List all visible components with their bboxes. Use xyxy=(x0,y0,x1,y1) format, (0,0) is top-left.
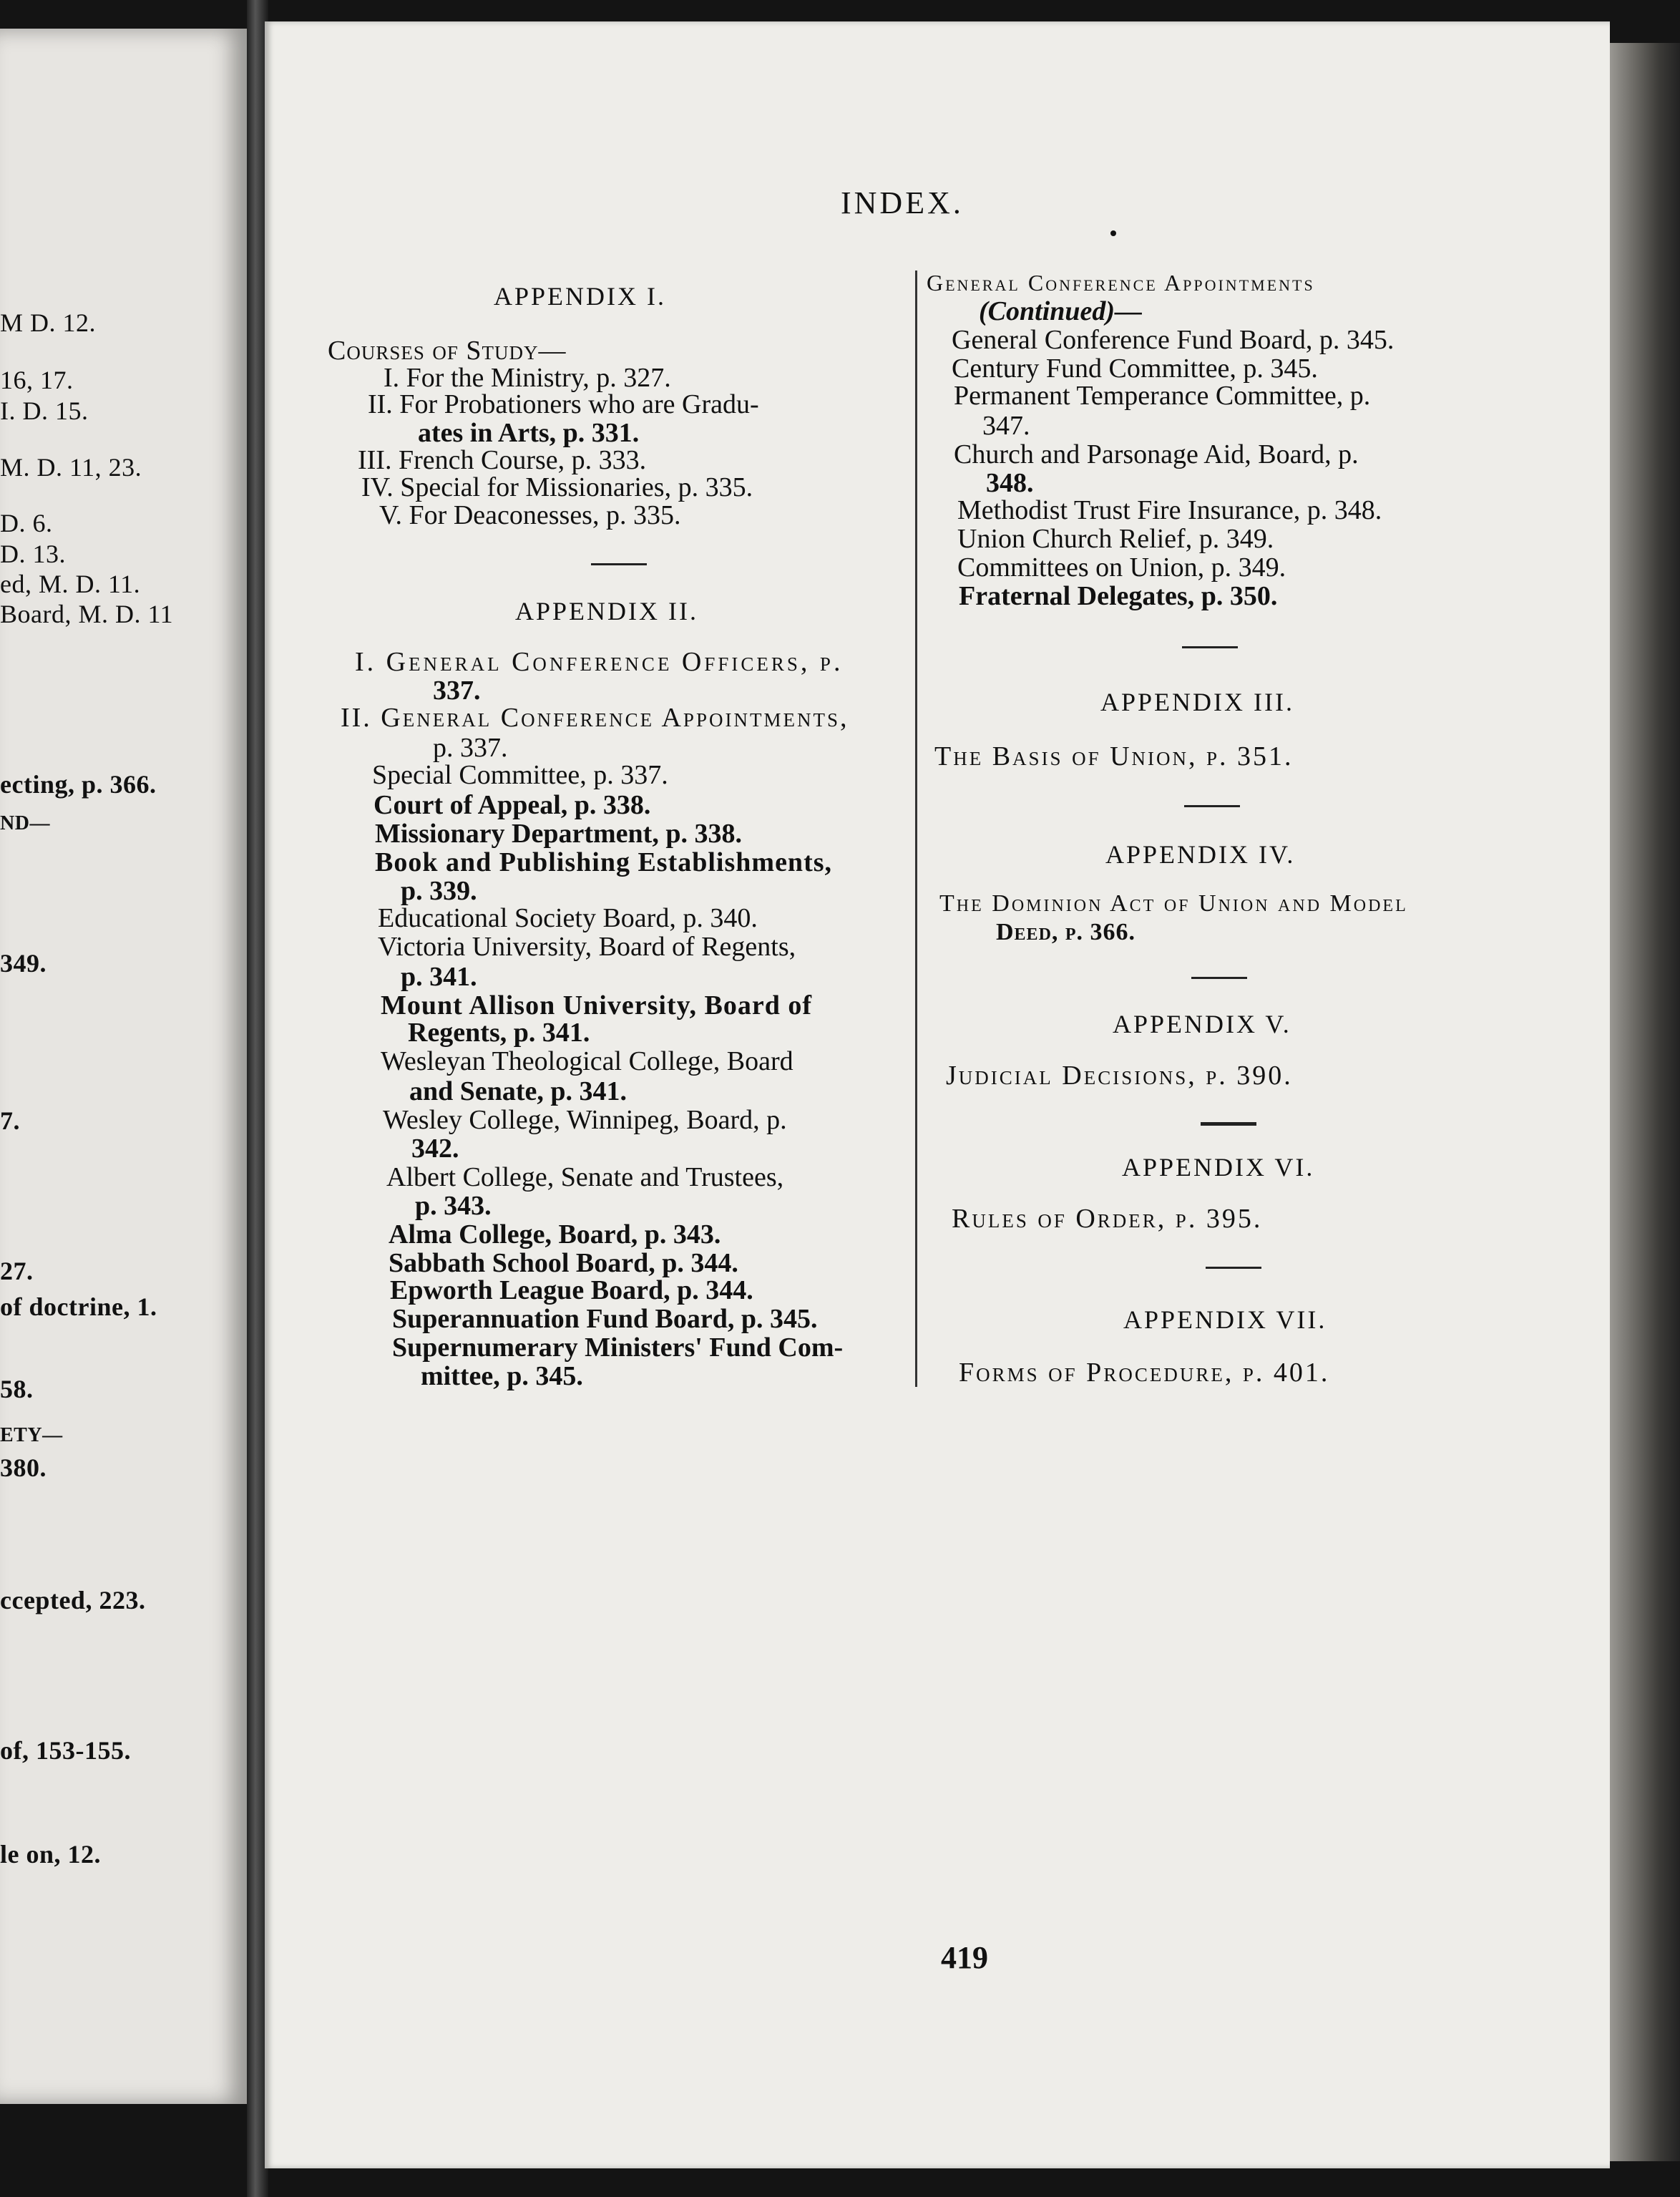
index-entry: 342. xyxy=(411,1134,459,1164)
index-entry: Court of Appeal, p. 338. xyxy=(373,790,651,820)
appendix-heading: APPENDIX II. xyxy=(515,597,698,625)
facing-page-fragment: 7. xyxy=(0,1106,20,1135)
index-entry: Educational Society Board, p. 340. xyxy=(378,903,758,933)
appendix-heading: APPENDIX III. xyxy=(1100,688,1294,716)
facing-page-fragment: ETY— xyxy=(0,1424,63,1446)
index-entry: The Basis of Union, p. 351. xyxy=(934,741,1294,771)
facing-page-fragment: 27. xyxy=(0,1257,34,1285)
index-entry: IV. Special for Missionaries, p. 335. xyxy=(361,472,753,502)
index-entry: p. 339. xyxy=(401,876,477,906)
index-entry: II. For Probationers who are Gradu- xyxy=(368,389,759,419)
index-entry: Rules of Order, p. 395. xyxy=(952,1204,1263,1234)
column-divider xyxy=(915,271,917,1387)
facing-page-fragment: of doctrine, 1. xyxy=(0,1292,157,1321)
facing-page-fragment: of, 153-155. xyxy=(0,1736,131,1765)
index-entry: Century Fund Committee, p. 345. xyxy=(952,354,1318,384)
index-entry: 347. xyxy=(982,411,1030,441)
index-entry: Fraternal Delegates, p. 350. xyxy=(959,581,1278,611)
index-entry: Methodist Trust Fire Insurance, p. 348. xyxy=(957,495,1382,525)
index-entry: Permanent Temperance Committee, p. xyxy=(954,381,1371,411)
index-entry: Mount Allison University, Board of xyxy=(381,990,812,1020)
index-entry: 348. xyxy=(986,468,1034,498)
appendix-heading: APPENDIX V. xyxy=(1113,1010,1291,1038)
facing-page-fragment: 380. xyxy=(0,1453,47,1482)
index-entry: Judicial Decisions, p. 390. xyxy=(946,1061,1293,1091)
index-entry: The Dominion Act of Union and Model xyxy=(939,890,1408,917)
index-entry: Epworth League Board, p. 344. xyxy=(390,1275,753,1305)
index-entry: ates in Arts, p. 331. xyxy=(418,418,640,448)
index-entry: Superannuation Fund Board, p. 345. xyxy=(392,1304,818,1334)
page-edge-shadow xyxy=(1610,43,1680,2161)
page-number: 419 xyxy=(941,1940,988,1975)
facing-page-fragment: 349. xyxy=(0,949,47,978)
ink-speck xyxy=(1110,230,1116,236)
index-entry: V. For Deaconesses, p. 335. xyxy=(379,500,681,530)
facing-page-fragment: I. D. 15. xyxy=(0,396,89,425)
index-entry: p. 341. xyxy=(401,962,477,992)
index-entry: III. French Course, p. 333. xyxy=(358,445,647,475)
facing-page-fragment: M D. 12. xyxy=(0,308,97,337)
facing-page-fragment: Board, M. D. 11 xyxy=(0,600,174,628)
index-entry: Sabbath School Board, p. 344. xyxy=(389,1248,738,1278)
facing-page-fragment: ecting, p. 366. xyxy=(0,770,157,799)
facing-page-fragment: ccepted, 223. xyxy=(0,1586,146,1614)
index-entry: p. 337. xyxy=(433,733,508,763)
facing-page-fragment: D. 6. xyxy=(0,509,53,537)
section-rule xyxy=(591,563,647,565)
facing-page-fragment: ed, M. D. 11. xyxy=(0,570,141,598)
index-entry: and Senate, p. 341. xyxy=(409,1076,627,1106)
index-entry: Victoria University, Board of Regents, xyxy=(378,932,796,962)
index-entry: Supernumerary Ministers' Fund Com- xyxy=(392,1333,844,1363)
facing-page-fragment: M. D. 11, 23. xyxy=(0,453,142,482)
index-entry: Forms of Procedure, p. 401. xyxy=(959,1358,1330,1388)
section-rule xyxy=(1206,1267,1261,1269)
continued-note: (Continued)— xyxy=(979,296,1143,326)
section-rule xyxy=(1184,805,1240,807)
index-entry: Wesleyan Theological College, Board xyxy=(381,1046,793,1076)
section-heading: Courses of Study— xyxy=(328,336,567,366)
facing-page-fragment: 16, 17. xyxy=(0,366,74,394)
facing-page-fragment: 58. xyxy=(0,1375,34,1403)
index-entry: Missionary Department, p. 338. xyxy=(375,819,742,849)
appendix-heading: APPENDIX VII. xyxy=(1123,1305,1327,1334)
index-entry: Special Committee, p. 337. xyxy=(372,760,668,790)
section-rule xyxy=(1191,977,1247,979)
index-entry: Church and Parsonage Aid, Board, p. xyxy=(954,439,1359,469)
index-entry: Union Church Relief, p. 349. xyxy=(957,524,1274,554)
facing-page-fragment: le on, 12. xyxy=(0,1840,102,1869)
index-entry: General Conference Fund Board, p. 345. xyxy=(952,325,1395,355)
facing-page-left xyxy=(0,29,247,2104)
section-rule xyxy=(1201,1122,1256,1126)
facing-page-fragment: ND— xyxy=(0,812,50,834)
facing-page-fragment: D. 13. xyxy=(0,540,66,568)
section-rule xyxy=(1182,646,1238,648)
index-entry: Wesley College, Winnipeg, Board, p. xyxy=(383,1105,787,1135)
appendix-heading: APPENDIX I. xyxy=(494,282,667,311)
index-entry: Committees on Union, p. 349. xyxy=(957,552,1286,583)
section-heading: General Conference Appointments xyxy=(927,270,1315,296)
index-entry: Regents, p. 341. xyxy=(408,1018,590,1048)
index-entry: Deed, p. 366. xyxy=(996,919,1136,945)
index-entry: Book and Publishing Establishments, xyxy=(375,847,833,877)
index-entry: p. 343. xyxy=(415,1191,492,1221)
index-entry: I. General Conference Officers, p. xyxy=(355,647,844,677)
index-entry: Albert College, Senate and Trustees, xyxy=(386,1162,784,1192)
appendix-heading: APPENDIX VI. xyxy=(1122,1153,1315,1182)
index-entry: I. For the Ministry, p. 327. xyxy=(384,363,671,393)
index-entry: Alma College, Board, p. 343. xyxy=(389,1219,721,1249)
index-entry: II. General Conference Appointments, xyxy=(341,703,849,733)
index-entry: mittee, p. 345. xyxy=(421,1361,583,1391)
page-title: INDEX. xyxy=(841,185,964,220)
index-entry: 337. xyxy=(433,676,481,706)
appendix-heading: APPENDIX IV. xyxy=(1105,840,1296,869)
